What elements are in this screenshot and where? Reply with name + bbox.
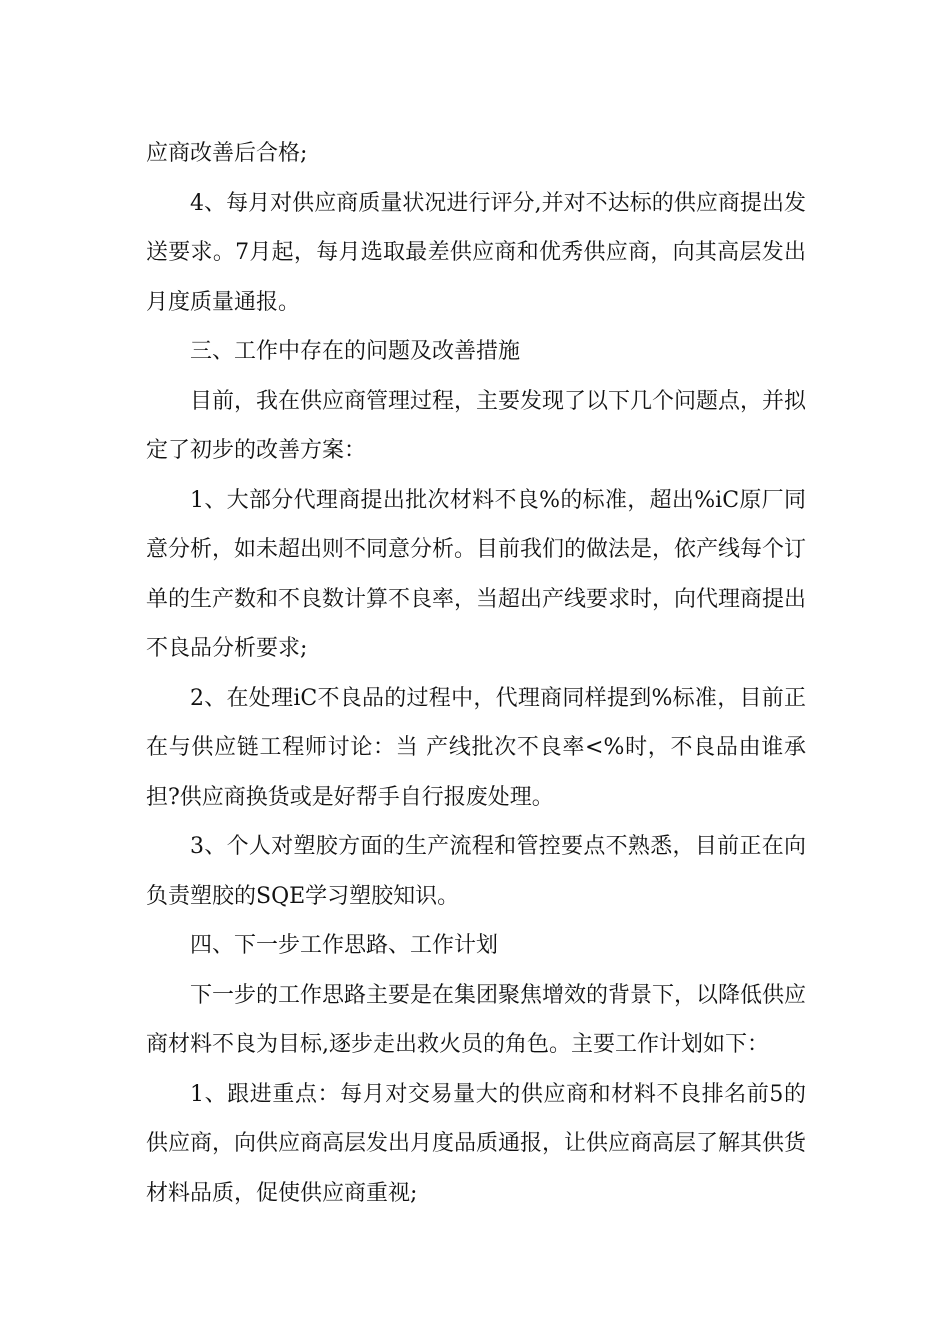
paragraph-6: 2、在处理iC不良品的过程中，代理商同样提到%标准，目前正在与供应链工程师讨论：当 产线批次不良率<%时，不良品由谁承担?供应商换货或是好帮手自行报废处理。 [146,685,806,810]
paragraph-10: 1、跟进重点：每月对交易量大的供应商和材料不良排名前5的供应商，向供应商高层发出月度品质通报，让供应商高层了解其供货材料品质，促使供应商重视; [146,1081,807,1206]
section-heading-3: 三、工作中存在的问题及改善措施 [190,339,521,364]
paragraph-2: 4、每月对供应商质量状况进行评分,并对不达标的供应商提出发送要求。7月起，每月选取最差供应商和优秀供应商，向其高层发出月度质量通报。 [146,190,806,315]
document-body [146,129,806,1218]
paragraph-4: 目前，我在供应商管理过程，主要发现了以下几个问题点，并拟定了初步的改善方案： [146,388,807,463]
paragraph-7: 3、个人对塑胶方面的生产流程和管控要点不熟悉，目前正在向负责塑胶的SQE学习塑胶知识。 [146,834,806,909]
paragraph-9: 下一步的工作思路主要是在集团聚焦增效的背景下，以降低供应商材料不良为目标,逐步走出救火员的角色。主要工作计划如下： [146,982,807,1057]
section-heading-4: 四、下一步工作思路、工作计划 [190,933,499,958]
paragraph-5: 1、大部分代理商提出批次材料不良%的标准，超出%iC原厂同意分析，如未超出则不同意分析。目前我们的做法是，依产线每个订单的生产数和不良数计算不良率，当超出产线要求时，向代理商提出不良品分析要求; [146,487,807,661]
paragraph-1: 应商改善后合格; [146,141,308,166]
